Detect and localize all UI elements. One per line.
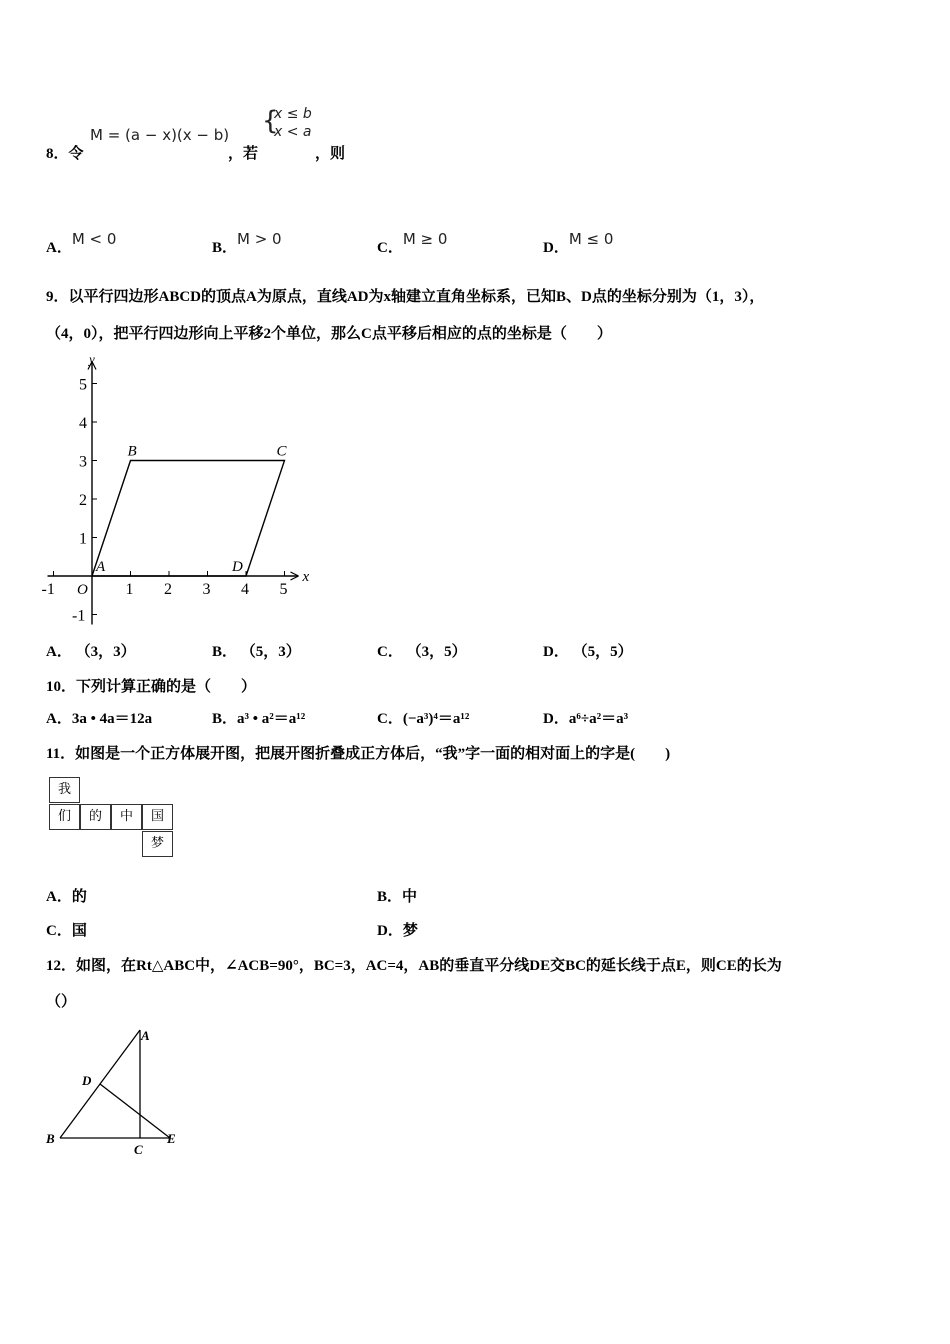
- x-tick-label--1: -1: [41, 581, 55, 598]
- q8-condition-system: [262, 106, 322, 146]
- q8-condition-1: x ≤ b: [274, 106, 312, 122]
- q10-option-d[interactable]: D．a⁶÷a²＝a³: [543, 711, 629, 727]
- label-d: D: [82, 1073, 92, 1088]
- segment-de: [100, 1084, 170, 1138]
- q12-stem-line2: （）: [46, 994, 77, 1010]
- y-tick-label-5: 5: [79, 376, 87, 394]
- x-axis-label: x: [302, 569, 310, 585]
- q12-stem-line1: 12．如图，在Rt△ABC中，∠ACB=90°，BC=3，AC=4，AB的垂直平分线DE交BC的延长线于点E，则CE的长为: [46, 958, 782, 974]
- y-tick-label-1: 1: [79, 530, 87, 548]
- q8-option-d[interactable]: D．M ≤ 0: [543, 230, 614, 256]
- q10-option-c[interactable]: C．(−a³)⁴＝a¹²: [377, 711, 470, 727]
- q10-option-a[interactable]: A．3a • 4a＝12a: [46, 711, 153, 727]
- point-label-d: D: [232, 559, 243, 575]
- triangle-figure: [40, 1020, 190, 1160]
- x-tick-label-5: 5: [279, 581, 288, 598]
- x-tick-label-4: 4: [241, 581, 249, 598]
- label-c: C: [134, 1142, 143, 1157]
- q11-option-b[interactable]: B．中: [377, 889, 418, 905]
- origin-label: O: [77, 582, 88, 598]
- q9-option-a[interactable]: A． （3，3）: [46, 644, 136, 660]
- label-a: A: [141, 1028, 150, 1043]
- y-tick-label-2: 2: [79, 492, 87, 509]
- q9-stem-line2: （4，0），把平行四边形向上平移2个单位，那么C点平移后相应的点的坐标是（ ）: [46, 326, 612, 342]
- q11-stem: 11．如图是一个正方体展开图，把展开图折叠成正方体后，“我”字一面的相对面上的字是( ): [46, 746, 671, 762]
- cube-face-zhong: 中: [111, 804, 142, 830]
- q11-option-c[interactable]: C．国: [46, 923, 87, 939]
- q9-stem-line1: 9．以平行四边形ABCD的顶点A为原点，直线AD为x轴建立直角坐标系，已知B、D点的坐标分别为（1，3），: [46, 289, 765, 305]
- q9-option-c[interactable]: C． （3，5）: [377, 644, 467, 660]
- q8-option-a[interactable]: A．M < 0: [46, 230, 117, 256]
- y-axis-label: y: [89, 351, 95, 367]
- q8-condition-2: x < a: [274, 124, 312, 140]
- q9-option-b[interactable]: B． （5，3）: [212, 644, 301, 660]
- y-tick-label-4: 4: [79, 415, 87, 432]
- q8-expression: M = (a − x)(x − b): [90, 126, 230, 144]
- point-label-a: A: [96, 559, 106, 575]
- y-tick-label--1: -1: [72, 607, 86, 625]
- parallelogram-abcd: [92, 461, 285, 577]
- q8-then-text: ，则: [315, 146, 346, 162]
- cube-face-wo: 我: [49, 777, 80, 803]
- label-b: B: [46, 1131, 55, 1146]
- cube-face-guo: 国: [142, 804, 173, 830]
- y-tick-label-3: 3: [79, 453, 87, 471]
- q8-option-b[interactable]: B．M > 0: [212, 230, 282, 256]
- q8-option-c[interactable]: C．M ≥ 0: [377, 230, 448, 256]
- q11-option-a[interactable]: A．的: [46, 889, 87, 905]
- cube-net-figure: [49, 777, 179, 859]
- q10-option-b[interactable]: B．a³ • a²＝a¹²: [212, 711, 306, 727]
- x-tick-label-3: 3: [202, 581, 211, 598]
- coordinate-plane-figure: [40, 345, 330, 630]
- q8-if-text: ，若: [228, 146, 259, 162]
- cube-face-meng: 梦: [142, 831, 173, 857]
- q8-stem: 8．令: [46, 146, 84, 162]
- point-label-c: C: [276, 443, 287, 460]
- brace-icon: {: [262, 106, 279, 136]
- q11-option-d[interactable]: D．梦: [377, 923, 418, 939]
- cube-face-men: 们: [49, 804, 80, 830]
- q10-stem: 10．下列计算正确的是（ ）: [46, 679, 257, 695]
- x-tick-label-1: 1: [125, 581, 134, 598]
- x-tick-label-2: 2: [164, 581, 172, 598]
- q9-option-d[interactable]: D． （5，5）: [543, 644, 633, 660]
- point-label-b: B: [127, 443, 137, 460]
- cube-face-de: 的: [80, 804, 111, 830]
- label-e: E: [167, 1131, 176, 1146]
